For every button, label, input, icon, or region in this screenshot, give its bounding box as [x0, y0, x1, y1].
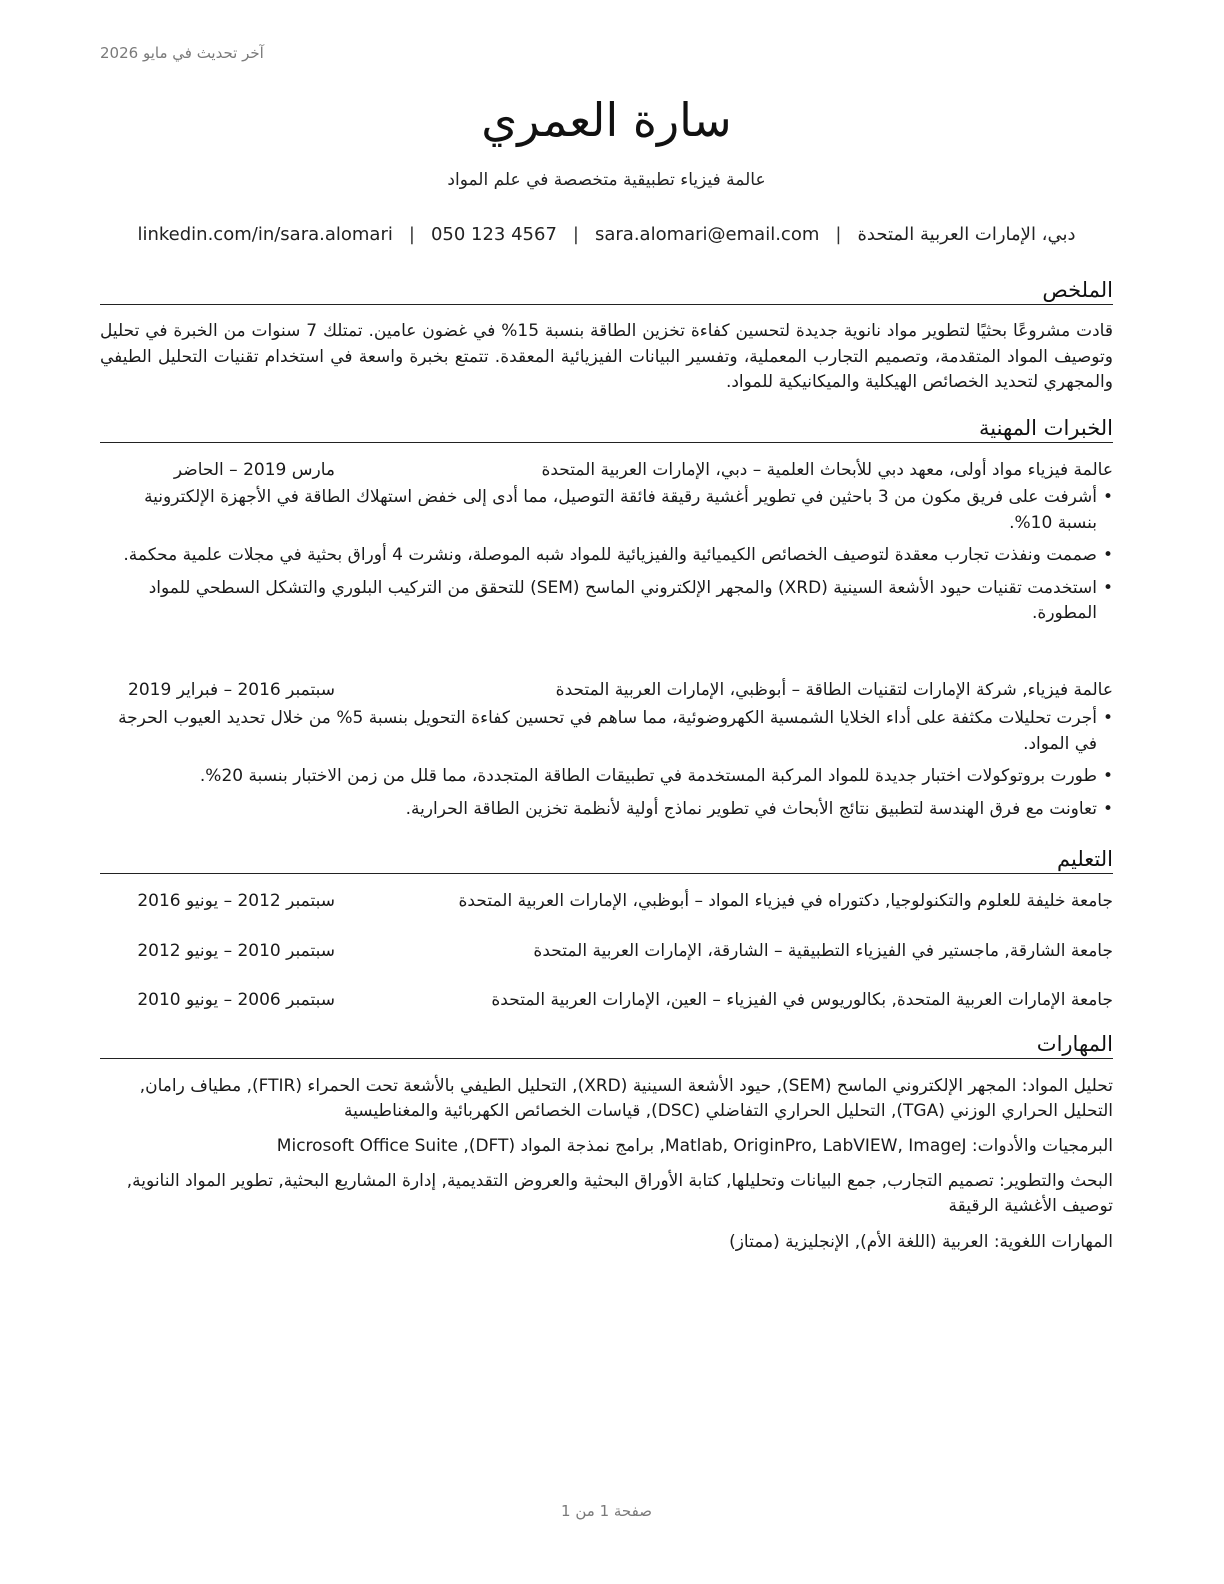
resume-page — [100, 0, 1113, 1584]
job-bullet: • طورت بروتوكولات اختبار جديدة للمواد المركبة المستخدمة في تطبيقات الطاقة المتجددة، مما قلل من زمن الاختبار بنسبة 20%. — [100, 764, 1113, 790]
job-bullet: • استخدمت تقنيات حيود الأشعة السينية (XRD) والمجهر الإلكتروني الماسح (SEM) للتحقق من التركيب البلوري والتشكل السطحي للمواد المطورة. — [100, 576, 1113, 627]
education-degree: جامعة الإمارات العربية المتحدة, بكالوريوس في الفيزياء – العين، الإمارات العربية المتحدة — [491, 990, 1113, 1010]
summary-heading: الملخص — [100, 276, 1113, 305]
job-header — [100, 677, 1113, 703]
skills-line: تحليل المواد: المجهر الإلكتروني الماسح (SEM), حيود الأشعة السينية (XRD), التحليل الطيفي بالأشعة تحت الحمراء (FTIR), مطياف رامان, التحليل الحراري الوزني (TGA), التحليل الحراري التفاضلي (DSC), قياسات الخصائص الكهربائية والمغناطيسية — [139, 1076, 1113, 1121]
page-number: صفحة 1 من 1 — [561, 1502, 652, 1520]
contact-line — [100, 224, 1113, 245]
education-degree: جامعة الشارقة, ماجستير في الفيزياء التطبيقية – الشارقة، الإمارات العربية المتحدة — [533, 941, 1113, 961]
education-heading: التعليم — [100, 845, 1113, 874]
skills-line: المهارات اللغوية: العربية (اللغة الأم), الإنجليزية (ممتاز) — [729, 1232, 1113, 1252]
job-header — [100, 457, 1113, 483]
contact-linkedin[interactable]: linkedin.com/in/sara.alomari — [137, 224, 393, 245]
job-dates: مارس 2019 – الحاضر — [173, 460, 335, 480]
education-item — [100, 938, 1113, 964]
contact-separator: | — [572, 224, 579, 245]
job-title-company: عالمة فيزياء, شركة الإمارات لتقنيات الطاقة – أبوظبي، الإمارات العربية المتحدة — [555, 680, 1113, 700]
summary-text: قادت مشروعًا بحثيًا لتطوير مواد نانوية جديدة لتحسين كفاءة تخزين الطاقة بنسبة 15% في غضون عامين. تمتلك 7 سنوات من الخبرة في تحليل وتوصيف المواد المتقدمة، وتصميم التجارب المعملية، وتفسير البيانات الفيزيائية المعقدة. تتمتع بخبرة واسعة في استخدام تقنيات التحليل الطيفي والمجهري لتحديد الخصائص الهيكلية والميكانيكية للمواد. — [100, 321, 1113, 392]
job-bullet: • صممت ونفذت تجارب معقدة لتوصيف الخصائص الكيميائية والفيزيائية للمواد شبه الموصلة، ونشرت 4 أوراق بحثية في مجلات علمية محكمة. — [100, 543, 1113, 569]
contact-separator: | — [408, 224, 415, 245]
job-title-company: عالمة فيزياء مواد أولى، معهد دبي للأبحاث العلمية – دبي، الإمارات العربية المتحدة — [541, 460, 1113, 480]
experience-heading: الخبرات المهنية — [100, 414, 1113, 443]
skills-heading: المهارات — [100, 1030, 1113, 1059]
contact-email[interactable]: sara.alomari@email.com — [594, 224, 820, 245]
job-bullet: • أشرفت على فريق مكون من 3 باحثين في تطوير أغشية رقيقة فائقة التوصيل، مما أدى إلى خفض استهلاك الطاقة في الأجهزة الإلكترونية بنسبة 10%. — [100, 485, 1113, 536]
job-bullets — [100, 706, 1113, 829]
contact-separator: | — [835, 224, 842, 245]
contact-location: دبي، الإمارات العربية المتحدة — [857, 224, 1076, 245]
contact-phone: 050 123 4567 — [430, 224, 557, 245]
candidate-name: سارة العمري — [481, 93, 732, 147]
job-bullet: • أجرت تحليلات مكثفة على أداء الخلايا الشمسية الكهروضوئية، مما ساهم في تحسين كفاءة التحويل بنسبة 5% من خلال تحديد العيوب الحرجة في المواد. — [100, 706, 1113, 757]
education-item — [100, 987, 1113, 1013]
job-bullets — [100, 485, 1113, 634]
education-dates: سبتمبر 2012 – يونيو 2016 — [137, 891, 335, 911]
education-dates: سبتمبر 2010 – يونيو 2012 — [137, 941, 335, 961]
last-updated: آخر تحديث في مايو 2026 — [100, 44, 264, 62]
skills-line: البرمجيات والأدوات: Matlab, OriginPro, LabVIEW, ImageJ, برامج نمذجة المواد (DFT), Microsoft Office Suite — [276, 1136, 1113, 1156]
education-dates: سبتمبر 2006 – يونيو 2010 — [137, 990, 335, 1010]
education-degree: جامعة خليفة للعلوم والتكنولوجيا, دكتوراه في فيزياء المواد – أبوظبي، الإمارات العربية المتحدة — [458, 891, 1113, 911]
candidate-title: عالمة فيزياء تطبيقية متخصصة في علم المواد — [447, 170, 766, 190]
job-bullet: • تعاونت مع فرق الهندسة لتطبيق نتائج الأبحاث في تطوير نماذج أولية لأنظمة تخزين الطاقة الحرارية. — [100, 797, 1113, 823]
job-dates: سبتمبر 2016 – فبراير 2019 — [128, 680, 335, 700]
skills-line: البحث والتطوير: تصميم التجارب, جمع البيانات وتحليلها, كتابة الأوراق البحثية والعروض التقديمية, إدارة المشاريع البحثية, تطوير المواد النانوية, توصيف الأغشية الرقيقة — [126, 1171, 1113, 1216]
education-item — [100, 888, 1113, 914]
